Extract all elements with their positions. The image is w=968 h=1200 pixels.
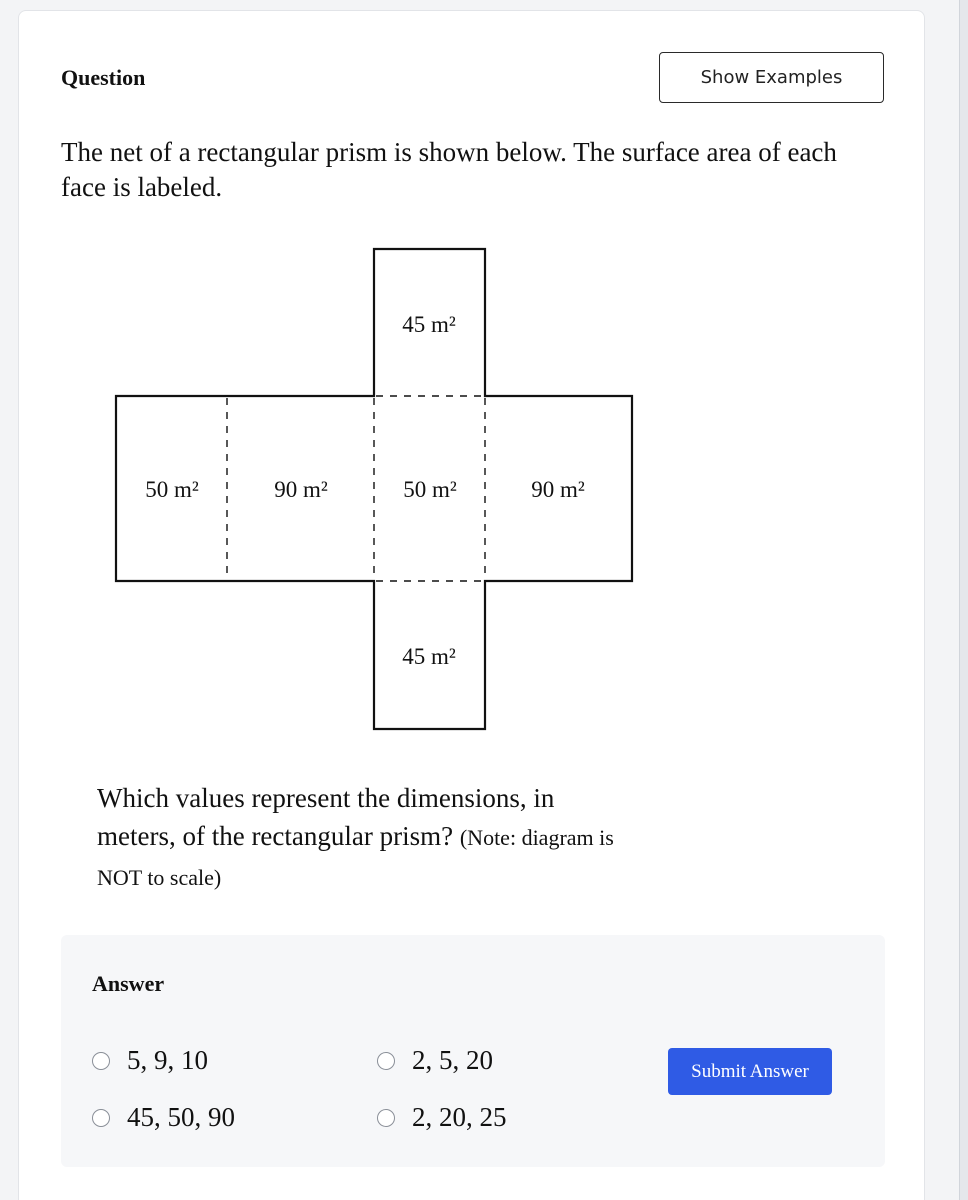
face-label-middle-left: 90 m² [274, 477, 328, 502]
radio-button[interactable] [377, 1109, 395, 1127]
face-label-left: 50 m² [145, 477, 199, 502]
answer-option-1[interactable] [92, 1045, 208, 1076]
radio-button[interactable] [92, 1109, 110, 1127]
question-label: Question [61, 65, 146, 90]
answer-option-3[interactable] [92, 1102, 235, 1133]
submit-answer-button[interactable]: Submit Answer [668, 1048, 832, 1095]
radio-button[interactable] [92, 1052, 110, 1070]
prism-net-diagram [19, 11, 926, 771]
radio-button[interactable] [377, 1052, 395, 1070]
answer-label: Answer [92, 971, 165, 996]
face-label-right: 90 m² [531, 477, 585, 502]
scrollbar[interactable] [959, 0, 968, 1200]
face-label-bottom: 45 m² [402, 644, 456, 669]
face-label-center: 50 m² [403, 477, 457, 502]
sub-question-text: Which values represent the dimensions, in meters, of the rectangular prism? [97, 783, 555, 851]
option-text: 2, 5, 20 [412, 1045, 493, 1075]
question-prompt: The net of a rectangular prism is shown below. The surface area of each face is labeled. [61, 137, 837, 202]
scale-note: (Note: diagram is NOT to scale) [97, 825, 614, 890]
answer-panel [61, 935, 885, 1167]
face-label-top: 45 m² [402, 312, 456, 337]
option-text: 5, 9, 10 [127, 1045, 208, 1075]
question-card [18, 10, 925, 1200]
answer-option-4[interactable] [377, 1102, 507, 1133]
answer-option-2[interactable] [377, 1045, 493, 1076]
show-examples-button[interactable]: Show Examples [659, 52, 884, 103]
sub-question [97, 779, 637, 897]
option-text: 45, 50, 90 [127, 1102, 235, 1132]
option-text: 2, 20, 25 [412, 1102, 507, 1132]
